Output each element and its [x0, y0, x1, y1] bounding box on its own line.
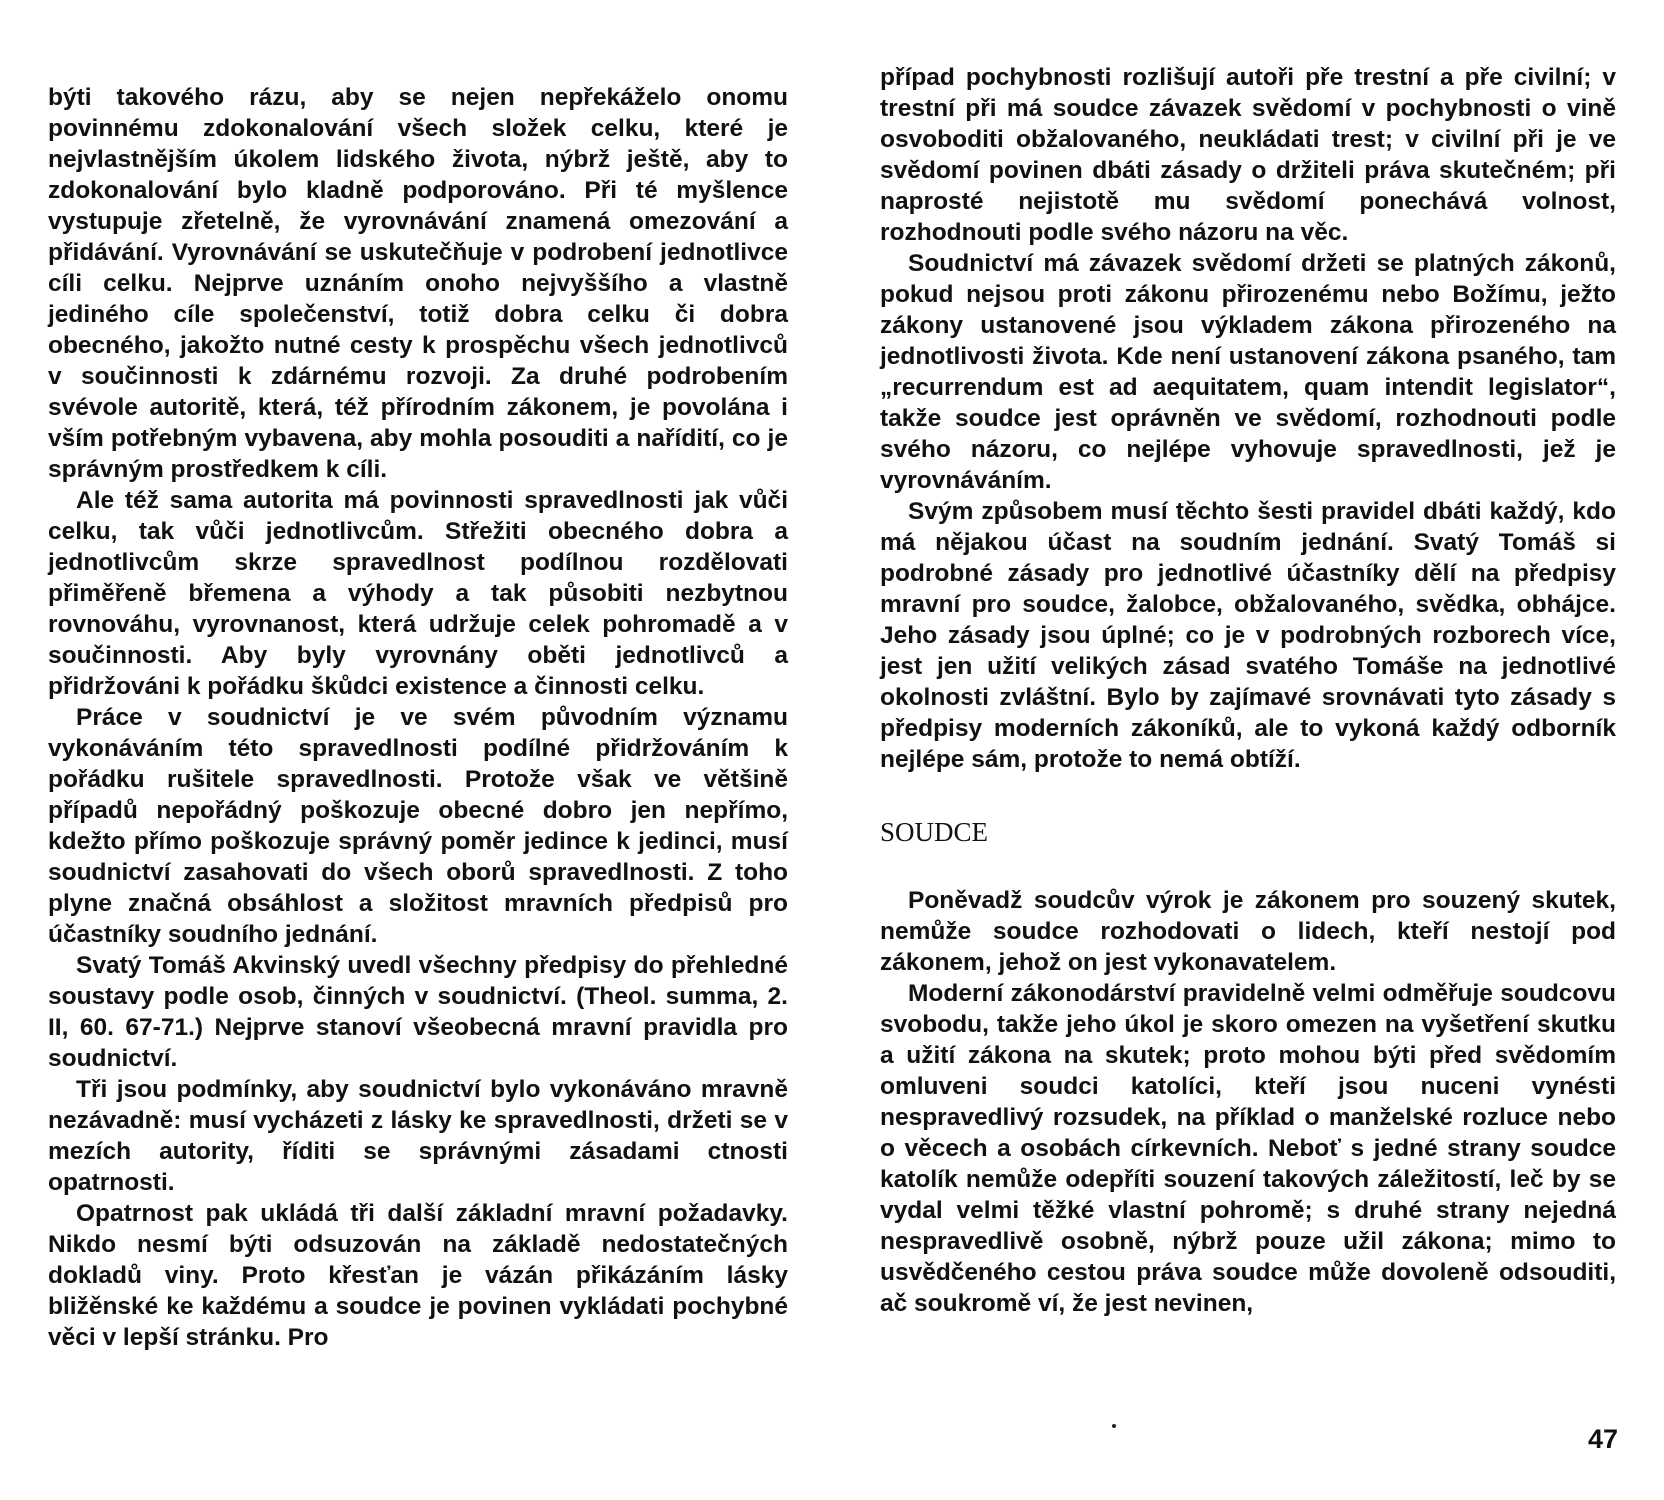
print-speck — [1112, 1424, 1116, 1428]
left-paragraph-3: Práce v soudnictví je ve svém původním významu vykonáváním této spravedlnosti podílné přidržováním k pořádku rušitele spravedlnosti. Protože však ve většině případů nepořádný poškozuje obecné dobro jen nepřímo, kdežto přímo poškozuje správný poměr jedince k jedinci, musí soudnictví zasahovati do všech oborů spravedlnosti. Z toho plyne značná obsáhlost a složitost mravních předpisů pro účastníky soudního jednání. — [48, 704, 788, 948]
right-paragraph-3: Svým způsobem musí těchto šesti pravidel dbáti každý, kdo má nějakou účast na soudním jednání. Svatý Tomáš si podrobné zásady pro jednotlivé účastníky dělí na předpisy mravní pro soudce, žalobce, obžalovaného, svědka, obhájce. Jeho zásady jsou úplné; co je v podrobných rozborech více, jest jen užití velikých zásad svatého Tomáše na jednotlivé okolnosti zvláštní. Bylo by zajímavé srovnávati tyto zásady s předpisy moderních zákoníků, ale to vykoná každý odborník nejlépe sám, protože to nemá obtíží. — [880, 498, 1616, 773]
right-paragraph-5: Moderní zákonodárství pravidelně velmi odměřuje soudcovu svobodu, takže jeho úkol je skoro omezen na vyšetření skutku a užití zákona na skutek; proto mohou býti před svědomím omluveni soudci katolíci, kteří jsou nuceni vynésti nespravedlivý rozsudek, na příklad o manželské rozluce nebo o věcech a osobách církevních. Neboť s jedné strany soudce katolík nemůže odepříti souzení takových záležitostí, leč by se vydal velmi těžké vlastní pohromě; s druhé strany nejedná nespravedlivě osobně, nýbrž pouze užil zákona; mimo to usvědčeného cestou práva soudce může dovoleně odsouditi, ač soukromě ví, že jest nevinen, — [880, 980, 1616, 1317]
left-paragraph-4: Svatý Tomáš Akvinský uvedl všechny předpisy do přehledné soustavy podle osob, činných v soudnictví. (Theol. summa, 2. II, 60. 67-71.) Nejprve stanoví všeobecná mravní pravidla pro soudnictví. — [48, 952, 788, 1072]
right-paragraph-1: případ pochybnosti rozlišují autoři pře trestní a pře civilní; v trestní při má soudce závazek svědomí v pochybnosti o vině osvoboditi obžalovaného, neukládati trest; v civilní při je ve svědomí povinen dbáti zásady o držiteli práva skutečném; při naprosté nejistotě mu svědomí ponechává volnost, rozhodnouti podle svého názoru na věc. — [880, 64, 1616, 246]
page-number: 47 — [1587, 1424, 1618, 1454]
right-column — [880, 62, 1616, 1319]
section-heading: SOUDCE — [880, 817, 989, 847]
right-paragraph-2: Soudnictví má závazek svědomí držeti se platných zákonů, pokud nejsou proti zákonu přirozenému nebo Božímu, ježto zákony ustanovené jsou výkladem zákona přirozeného na jednotlivosti života. Kde není ustanovení zákona psaného, tam „recurrendum est ad aequitatem, quam intendit legislator“, takže soudce jest oprávněn ve svědomí, rozhodnouti podle svého názoru, co nejlépe vyhovuje spravedlnosti, jež je vyrovnáváním. — [880, 250, 1616, 494]
left-paragraph-2: Ale též sama autorita má povinnosti spravedlnosti jak vůči celku, tak vůči jednotlivcům. Střežiti obecného dobra a jednotlivcům skrze spravedlnost podílnou rozdělovati přiměřeně břemena a výhody a tak působiti nezbytnou rovnováhu, vyrovnanost, která udržuje celek pohromadě a v součinnosti. Aby byly vyrovnány oběti jednotlivců a přidržováni k pořádku škůdci existence a činnosti celku. — [48, 487, 788, 700]
right-paragraph-4: Poněvadž soudcův výrok je zákonem pro souzený skutek, nemůže soudce rozhodovati o lidech, kteří nestojí pod zákonem, jehož on jest vykonavatelem. — [880, 887, 1616, 976]
left-paragraph-6: Opatrnost pak ukládá tři další základní mravní požadavky. Nikdo nesmí býti odsuzován na základě nedostatečných dokladů viny. Proto křesťan je vázán přikázáním lásky bližěnské ke každému a soudce je povinen vykládati pochybné věci v lepší stránku. Pro — [48, 1200, 788, 1351]
left-paragraph-5: Tři jsou podmínky, aby soudnictví bylo vykonáváno mravně nezávadně: musí vycházeti z lásky ke spravedlnosti, držeti se v mezích autority, říditi se správnými zásadami ctnosti opatrnosti. — [48, 1076, 788, 1196]
left-paragraph-1: býti takového rázu, aby se nejen nepřekáželo onomu povinnému zdokonalování všech složek celku, které je nejvlastnějším úkolem lidského života, nýbrž ještě, aby to zdokonalování bylo kladně podporováno. Při té myšlence vystupuje zřetelně, že vyrovnávání znamená omezování a přidávání. Vyrovnávání se uskutečňuje v podrobení jednotlivce cíli celku. Nejprve uznáním onoho nejvyššího a vlastně jediného cíle společenství, totiž dobra celku či dobra obecného, jakožto nutné cesty k prospěchu všech jednotlivců v součinnosti k zdárnému rozvoji. Za druhé podrobením svévole autoritě, která, též přírodním zákonem, je povolána i vším potřebným vybavena, aby mohla posouditi a nařídití, co je správným prostředkem k cíli. — [48, 84, 788, 483]
left-column — [48, 82, 788, 1353]
